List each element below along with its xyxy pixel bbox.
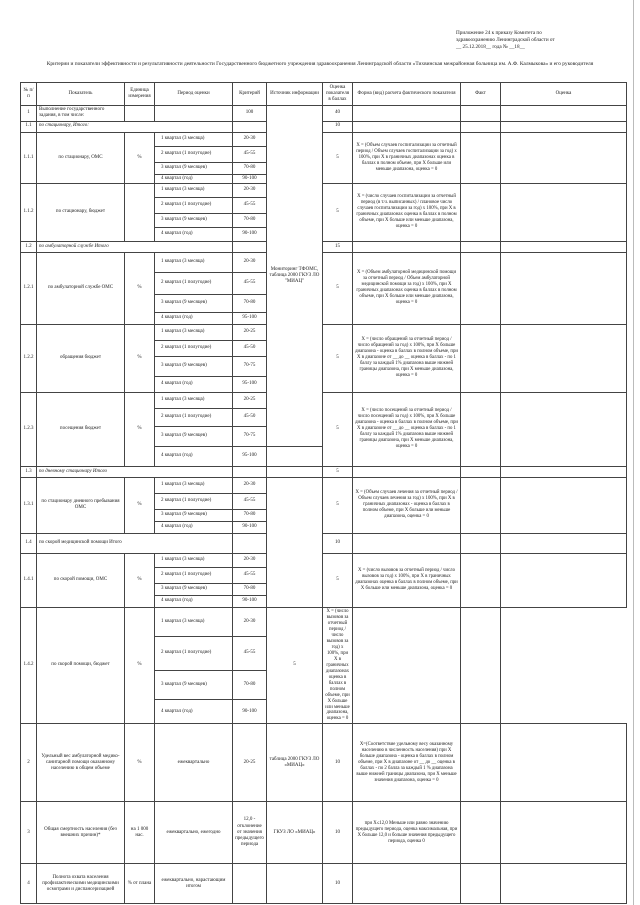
document-header <box>456 30 626 51</box>
row-num: 1.2 <box>21 241 37 252</box>
criterion-value: 45-55 <box>233 146 267 162</box>
unit-value: % <box>125 324 155 392</box>
period-q3: 3 квартал (9 месяцев) <box>155 356 233 376</box>
criterion-value: 20-25 <box>233 724 267 802</box>
table-row <box>21 241 627 252</box>
table-row <box>21 724 627 802</box>
col-indicator: Показатель <box>37 83 125 106</box>
score-value: 10 <box>323 533 353 553</box>
criterion-value: 90-100 <box>233 700 267 724</box>
criterion-value: 100 <box>233 106 267 122</box>
indicator-name: по стационару, бюджет <box>37 183 125 241</box>
table-row <box>21 466 627 477</box>
criterion-value: 70-80 <box>233 509 267 521</box>
col-criterion: Критерий <box>233 83 267 106</box>
row-num: 2 <box>21 724 37 802</box>
score-value: 5 <box>323 324 353 392</box>
period-q4: 4 квартал (год) <box>155 446 233 466</box>
criterion-value: 20-30 <box>233 553 267 567</box>
indicator-name: обращения бюджет <box>37 324 125 392</box>
criterion-value: 90-100 <box>233 521 267 533</box>
table-header-row <box>21 83 627 106</box>
row-num: 4 <box>21 864 37 904</box>
row-num: 1.2.2 <box>21 324 37 392</box>
period-q1: 1 квартал (3 месяца) <box>155 252 233 272</box>
table-row <box>21 106 627 122</box>
table-row <box>21 132 627 146</box>
header-line-3: __ 25.12.2018__ года № __18__ <box>456 44 525 51</box>
period-q1: 1 квартал (3 месяца) <box>155 183 233 197</box>
period-q4: 4 квартал (год) <box>155 595 233 607</box>
col-num: № п/п <box>21 83 37 106</box>
period-q2: 2 квартал (1 полугодие) <box>155 493 233 509</box>
period-q2: 2 квартал (1 полугодие) <box>155 197 233 213</box>
period-value: ежеквартально <box>155 724 233 802</box>
unit-value: на 1 000 нас. <box>125 802 155 864</box>
period-q1: 1 квартал (3 месяца) <box>155 553 233 567</box>
period-q4: 4 квартал (год) <box>155 376 233 392</box>
period-value: ежеквартально, нарастающим итогом <box>155 864 233 904</box>
score-value: 5 <box>323 392 353 466</box>
period-q1: 1 квартал (3 месяца) <box>155 132 233 146</box>
unit-value: % <box>125 392 155 466</box>
formula-text: X=(Соответствие удельному весу оказанному населению в численность населения) при X больше диапазона - оценка в баллах в полном объеме, при X в диапазоне от __ до __ оценка в баллах - по 2 балла за каждый 1 % диапазона выше нижней границы диапазона, при X меньше значения диапазона, оценка = 0 <box>353 724 461 802</box>
table-row <box>21 324 627 340</box>
section-label: по амбулаторной службе Итого <box>37 241 233 252</box>
indicator-name: Общая смертность населения (без внешних причин)* <box>37 802 125 864</box>
indicator-name: по стационару, ОМС <box>37 132 125 183</box>
period-q3: 3 квартал (9 месяцев) <box>155 426 233 446</box>
criterion-value: 70-80 <box>233 670 267 699</box>
section-label: по дневному стационару Итого <box>37 466 233 477</box>
formula-text: X = (Объем случаев лечения за отчетный период / Объем случаев лечения за год) х 100%, при X в граничных диапазонах - оценка в баллах в полном объеме, при X больше или меньше диапазона, оценка = 0 <box>353 477 461 533</box>
period-q2: 2 квартал (1 полугодие) <box>155 340 233 356</box>
criterion-value: 45-50 <box>233 340 267 356</box>
table-row <box>21 864 627 904</box>
period-q4: 4 квартал (год) <box>155 174 233 183</box>
formula-text: X = (Объем амбулаторной медицинской помощи за отчетный период / Объем амбулаторной медицинской помощи за год) х 100%, при X граничных диапазонах оценка в баллах в полном объеме, при X больше или меньше диапазона, оценка = 0 <box>353 252 461 324</box>
score-value: 5 <box>267 607 323 724</box>
row-num: 1.4 <box>21 533 37 553</box>
criterion-value: 70-80 <box>233 294 267 312</box>
indicator-name: Полнота охвата населения профилактическими медицинскими осмотрами и диспансеризацией <box>37 864 125 904</box>
score-value: 10 <box>323 864 353 904</box>
criterion-value: 20-30 <box>233 132 267 146</box>
criterion-value: 20-25 <box>233 324 267 340</box>
period-q2: 2 квартал (1 полугодие) <box>155 272 233 294</box>
criterion-value: 20-25 <box>233 392 267 408</box>
unit-value: % <box>125 607 155 724</box>
row-num: 1 <box>21 106 37 122</box>
col-evaluation: Оценка <box>501 83 627 106</box>
score-value: 5 <box>323 252 353 324</box>
criterion-value: 90-100 <box>233 227 267 241</box>
period-q3: 3 квартал (9 месяцев) <box>155 213 233 227</box>
criterion-value: 45-55 <box>233 272 267 294</box>
unit-value: % <box>125 477 155 533</box>
table-row <box>21 533 627 553</box>
table-row <box>21 802 627 864</box>
criteria-table <box>20 82 627 904</box>
indicator-name: Выполнение государственного задания, в том числе: <box>37 106 125 122</box>
period-value: ежеквартально, ежегодно <box>155 802 233 864</box>
formula-text: X = (Объем случаев госпитализации за отчетный период / Объем случаев госпитализации за год) х 100%, при X в граничных диапазонах оценка в баллах в полном объеме, при X больше или меньше диапазона, оценка = 0 <box>353 132 461 183</box>
unit-value: % от плана <box>125 864 155 904</box>
period-q4: 4 квартал (год) <box>155 227 233 241</box>
score-value: 40 <box>323 106 353 122</box>
period-q3: 3 квартал (9 месяцев) <box>155 294 233 312</box>
criterion-value: 45-50 <box>233 408 267 426</box>
criterion-value: 90-100 <box>233 174 267 183</box>
criterion-value: 45-55 <box>233 636 267 670</box>
col-formula: Форма (вид) расчета фактического показателя <box>353 83 461 106</box>
source-text: таблица 2000 ГКУЗ ЛО «МИАЦ» <box>267 724 323 802</box>
row-num: 1.3 <box>21 466 37 477</box>
score-value: 10 <box>323 121 353 132</box>
unit-value: % <box>125 252 155 324</box>
row-num: 1.4.1 <box>21 553 37 607</box>
period-q3: 3 квартал (9 месяцев) <box>155 670 233 699</box>
scan-edge <box>633 0 634 905</box>
criterion-value: 20-30 <box>233 252 267 272</box>
indicator-name: по скорой помощи, ОМС <box>37 553 125 607</box>
source-cell <box>267 106 323 447</box>
document-title: Критерии и показатели эффективности и результативности деятельности Государственного бюджетного учреждения здравоохранения Ленинградской области «Тихвинская межрайонная больница им. А.Ф. Калмыкова» и его руководителя <box>46 61 594 67</box>
formula-text: X = (число вызовов за отчетный период / число вызовов за год) х 100%, при X в граничных диапазонах оценка в баллах в полном объеме, при X больше или меньше диапазона, оценка = 0 <box>323 607 353 724</box>
period-q2: 2 квартал (1 полугодие) <box>155 146 233 162</box>
header-line-1: Приложение 24 к приказу Комитета по <box>456 30 542 36</box>
table-row <box>21 607 627 636</box>
score-value: 5 <box>323 132 353 183</box>
formula-text: при X≤12,0 Меньше или равно значению предыдущего периода, оценка максимальная, при X больше 12,0 и больше значения предыдущего периода, оценка 0 <box>353 802 461 864</box>
table-row <box>21 121 627 132</box>
criterion-value: 20-30 <box>233 477 267 493</box>
row-num: 3 <box>21 802 37 864</box>
row-num: 1.4.2 <box>21 607 37 724</box>
criterion-value: 95-100 <box>233 446 267 466</box>
criterion-value: 70-80 <box>233 213 267 227</box>
period-q3: 3 квартал (9 месяцев) <box>155 583 233 595</box>
score-value: 15 <box>323 241 353 252</box>
period-q3: 3 квартал (9 месяцев) <box>155 162 233 174</box>
col-fact: Факт <box>461 83 501 106</box>
unit-value: % <box>125 132 155 183</box>
score-value: 5 <box>323 553 353 607</box>
criterion-value: 70-80 <box>233 583 267 595</box>
period-q2: 2 квартал (1 полугодие) <box>155 567 233 583</box>
formula-text: X = (число вызовов за отчетный период / число вызовов за год) х 100%, при X в граничных диапазонах оценка в баллах в полном объеме, при X больше или меньше диапазона, оценка = 0 <box>353 553 461 607</box>
section-label: по стационару, Итого: <box>37 121 233 132</box>
source-text: Мониторинг ТФОМС, таблица 2000 ГКУЗ ЛО "МИАЦ" <box>269 266 320 284</box>
row-num: 1.3.1 <box>21 477 37 533</box>
formula-text: X = (число обращений за отчетный период / число обращений за год) х 100%, при X больше диапазона - оценка в баллах в полном объеме, при X в диапазоне от __ до __ оценка в баллах - по 1 баллу за каждый 1% диапазона выше нижней границы диапазона, при X меньше диапазона, оценка = 0 <box>353 324 461 392</box>
period-q1: 1 квартал (3 месяца) <box>155 477 233 493</box>
score-value: 5 <box>323 466 353 477</box>
period-q4: 4 квартал (год) <box>155 700 233 724</box>
criterion-value: 70-75 <box>233 356 267 376</box>
period-q2: 2 квартал (1 полугодие) <box>155 636 233 670</box>
section-label: по скорой медицинской помощи Итого <box>37 533 233 553</box>
indicator-name: Удельный вес амбулаторной медико-санитарной помощи оказанному населению в общем объеме <box>37 724 125 802</box>
table-row <box>21 553 627 567</box>
indicator-name: по скорой помощи, бюджет <box>37 607 125 724</box>
table-row <box>21 183 627 197</box>
col-period: Период оценки <box>155 83 233 106</box>
unit-value: % <box>125 553 155 607</box>
col-unit: Единица измерения <box>125 83 155 106</box>
criterion-value: 45-55 <box>233 567 267 583</box>
period-q3: 3 квартал (9 месяцев) <box>155 509 233 521</box>
criterion-value: 90-100 <box>233 595 267 607</box>
period-q1: 1 квартал (3 месяца) <box>155 392 233 408</box>
criterion-value: 45-55 <box>233 493 267 509</box>
indicator-name: по амбулаторной службе ОМС <box>37 252 125 324</box>
table-row <box>21 477 627 493</box>
period-q1: 1 квартал (3 месяца) <box>155 607 233 636</box>
criterion-value: 20-30 <box>233 183 267 197</box>
indicator-name: посещения бюджет <box>37 392 125 466</box>
period-q1: 1 квартал (3 месяца) <box>155 324 233 340</box>
col-source: Источник информации <box>267 83 323 106</box>
score-value: 5 <box>323 477 353 533</box>
criterion-value: 70-80 <box>233 162 267 174</box>
score-value: 5 <box>323 183 353 241</box>
score-value: 10 <box>323 724 353 802</box>
criterion-value: 20-30 <box>233 607 267 636</box>
formula-text: X = (число посещений за отчетный период / число посещений за год) х 100%, при X больше диапазона - оценка в баллах в полном объеме, при X в диапазоне от __ до __ оценка в баллах - по 1 баллу за каждый 1% диапазона выше нижней границы диапазона, при X меньше диапазона, оценка = 0 <box>353 392 461 466</box>
table-row <box>21 392 627 408</box>
row-num: 1.2.3 <box>21 392 37 466</box>
header-line-2: здравоохранению Ленинградской области от <box>456 37 555 44</box>
row-num: 1.2.1 <box>21 252 37 324</box>
source-text: ГКУЗ ЛО «МИАЦ» <box>267 802 323 864</box>
indicator-name: по стационару дневного пребывания ОМС <box>37 477 125 533</box>
formula-text: X = (число случаев госпитализации за отчетный период (в т.ч. выписанных) / плановое число случаев госпитализации за год) х 100%, при X в граничных диапазонах оценка в баллах в полном объеме, при X больше или меньше диапазона, оценка = 0 <box>353 183 461 241</box>
period-q4: 4 квартал (год) <box>155 312 233 324</box>
period-q4: 4 квартал (год) <box>155 521 233 533</box>
period-q2: 2 квартал (1 полугодие) <box>155 408 233 426</box>
row-num: 1.1.2 <box>21 183 37 241</box>
criterion-value: 12,0 - отклонение от значения предыдущего периода <box>233 802 267 864</box>
score-value: 10 <box>323 802 353 864</box>
criterion-value: 45-55 <box>233 197 267 213</box>
row-num: 1.1.1 <box>21 132 37 183</box>
criterion-value: 95-100 <box>233 312 267 324</box>
col-score: Оценка показателя в баллах <box>323 83 353 106</box>
criterion-value: 95-100 <box>233 376 267 392</box>
criterion-value: 70-75 <box>233 426 267 446</box>
table-row <box>21 252 627 272</box>
unit-value: % <box>125 724 155 802</box>
row-num: 1.1 <box>21 121 37 132</box>
